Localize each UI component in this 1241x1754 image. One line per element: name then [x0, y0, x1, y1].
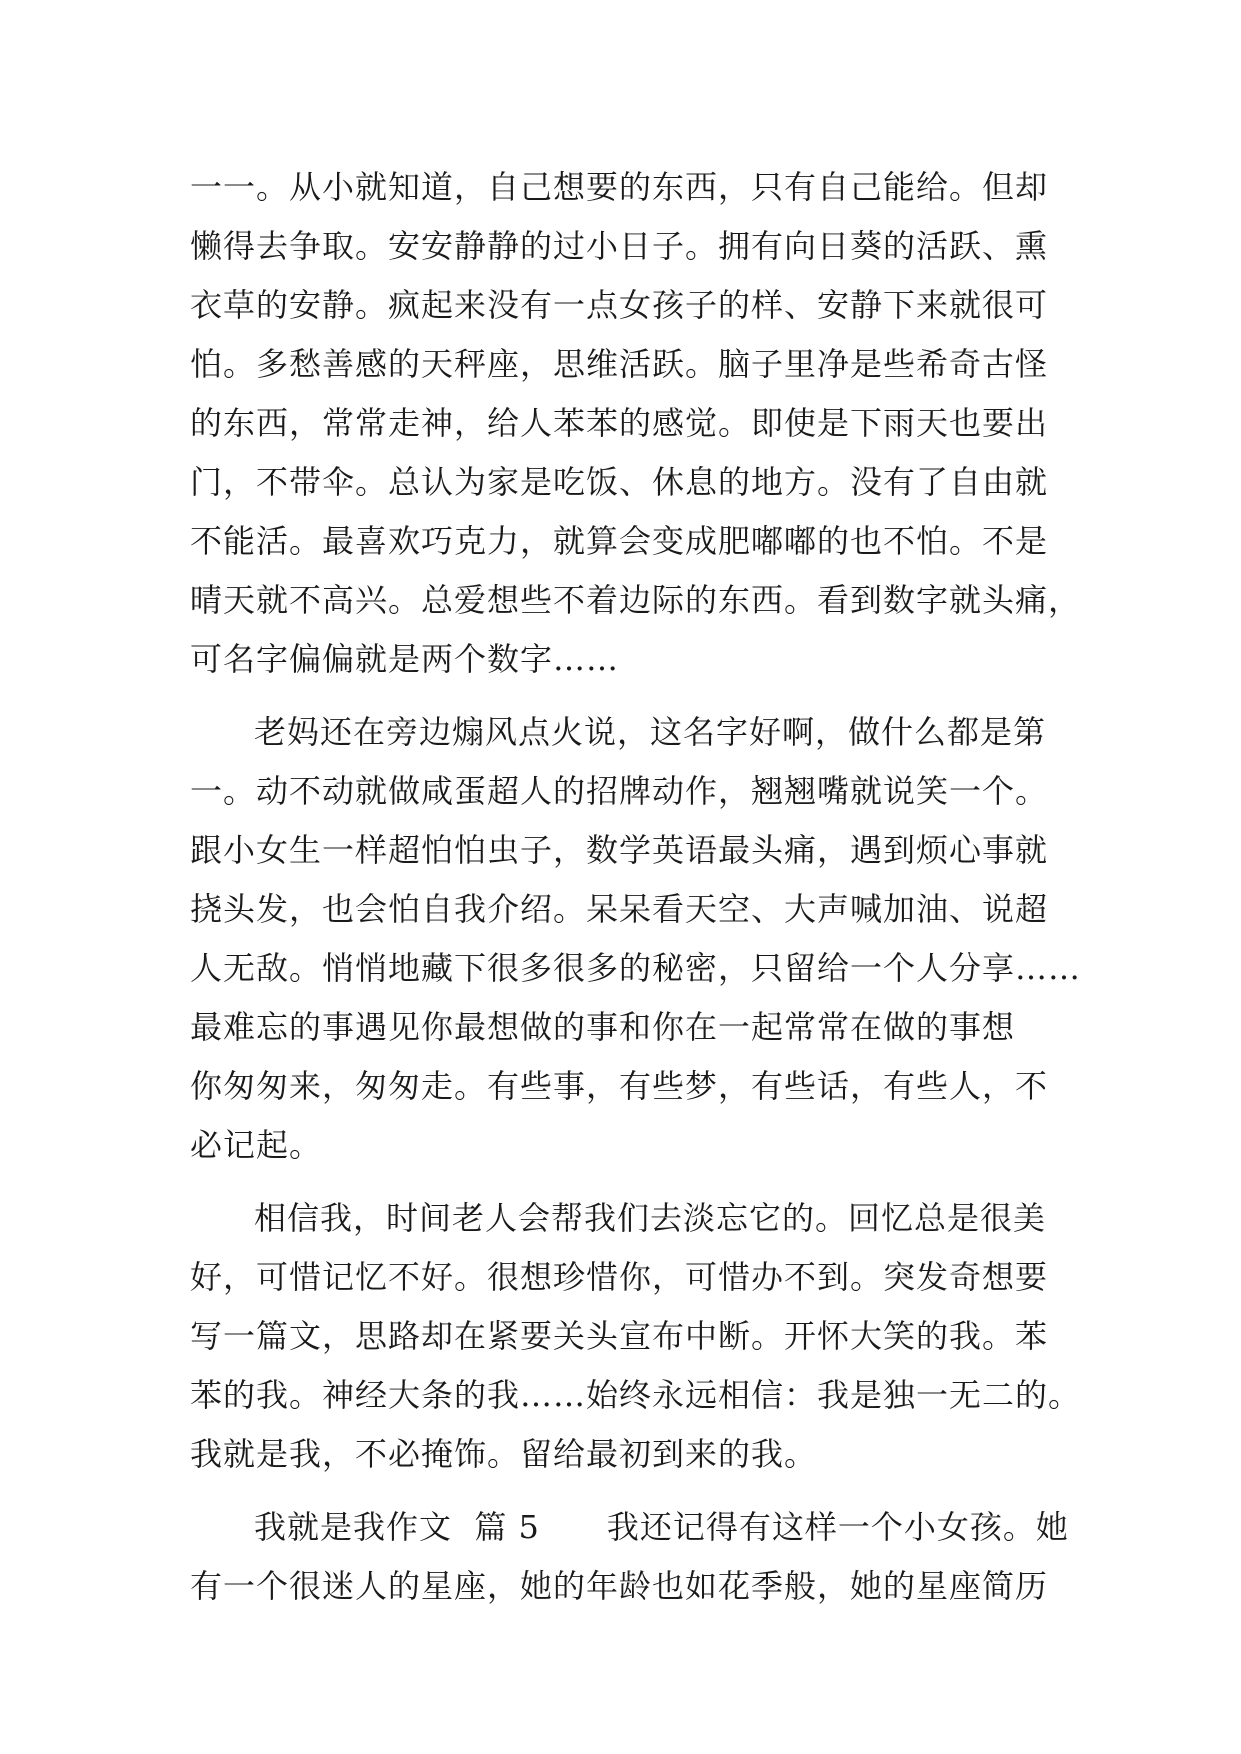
text-line: 可名字偏偏就是两个数字…… — [190, 640, 620, 678]
text-line: 不能活。最喜欢巧克力，就算会变成肥嘟嘟的也不怕。不是 — [190, 522, 1049, 560]
text-line: 挠头发，也会怕自我介绍。呆呆看天空、大声喊加油、说超 — [190, 890, 1049, 928]
text-line: 一一。从小就知道，自己想要的东西，只有自己能给。但却 — [190, 168, 1049, 206]
essay-text — [190, 158, 1082, 1616]
text-line: 最难忘的事遇见你最想做的事和你在一起常常在做的事想 — [190, 1008, 1016, 1046]
text-line: 好，可惜记忆不好。很想珍惜你，可惜办不到。突发奇想要 — [190, 1258, 1049, 1296]
text-line: 必记起。 — [190, 1126, 323, 1164]
text-line: 衣草的安静。疯起来没有一点女孩子的样、安静下来就很可 — [190, 286, 1049, 324]
text-line: 人无敌。悄悄地藏下很多很多的秘密，只留给一个人分享…… — [190, 949, 1082, 987]
text-line: 怕。多愁善感的天秤座，思维活跃。脑子里净是些希奇古怪 — [190, 345, 1049, 383]
section-heading-line: 我就是我作文 篇 5 我还记得有这样一个小女孩。她 — [254, 1508, 1069, 1546]
text-line: 苯的我。神经大条的我……始终永远相信：我是独一无二的。 — [190, 1376, 1082, 1414]
text-line: 跟小女生一样超怕怕虫子，数学英语最头痛，遇到烦心事就 — [190, 831, 1049, 869]
text-line: 门，不带伞。总认为家是吃饭、休息的地方。没有了自由就 — [190, 463, 1049, 501]
text-line: 写一篇文，思路却在紧要关头宣布中断。开怀大笑的我。苯 — [190, 1317, 1049, 1355]
text-line: 晴天就不高兴。总爱想些不着边际的东西。看到数字就头痛， — [190, 581, 1082, 619]
paragraph-first-line: 相信我，时间老人会帮我们去淡忘它的。回忆总是很美 — [254, 1199, 1047, 1237]
text-line: 我就是我，不必掩饰。留给最初到来的我。 — [190, 1435, 818, 1473]
text-line: 懒得去争取。安安静静的过小日子。拥有向日葵的活跃、熏 — [190, 227, 1049, 265]
text-line: 有一个很迷人的星座，她的年龄也如花季般，她的星座简历 — [190, 1567, 1049, 1605]
paragraph-first-line: 老妈还在旁边煽风点火说，这名字好啊，做什么都是第 — [254, 713, 1047, 751]
text-line: 一。动不动就做咸蛋超人的招牌动作，翘翘嘴就说笑一个。 — [190, 772, 1049, 810]
text-line: 你匆匆来，匆匆走。有些事，有些梦，有些话，有些人，不 — [190, 1067, 1049, 1105]
text-line: 的东西，常常走神，给人苯苯的感觉。即使是下雨天也要出 — [190, 404, 1049, 442]
